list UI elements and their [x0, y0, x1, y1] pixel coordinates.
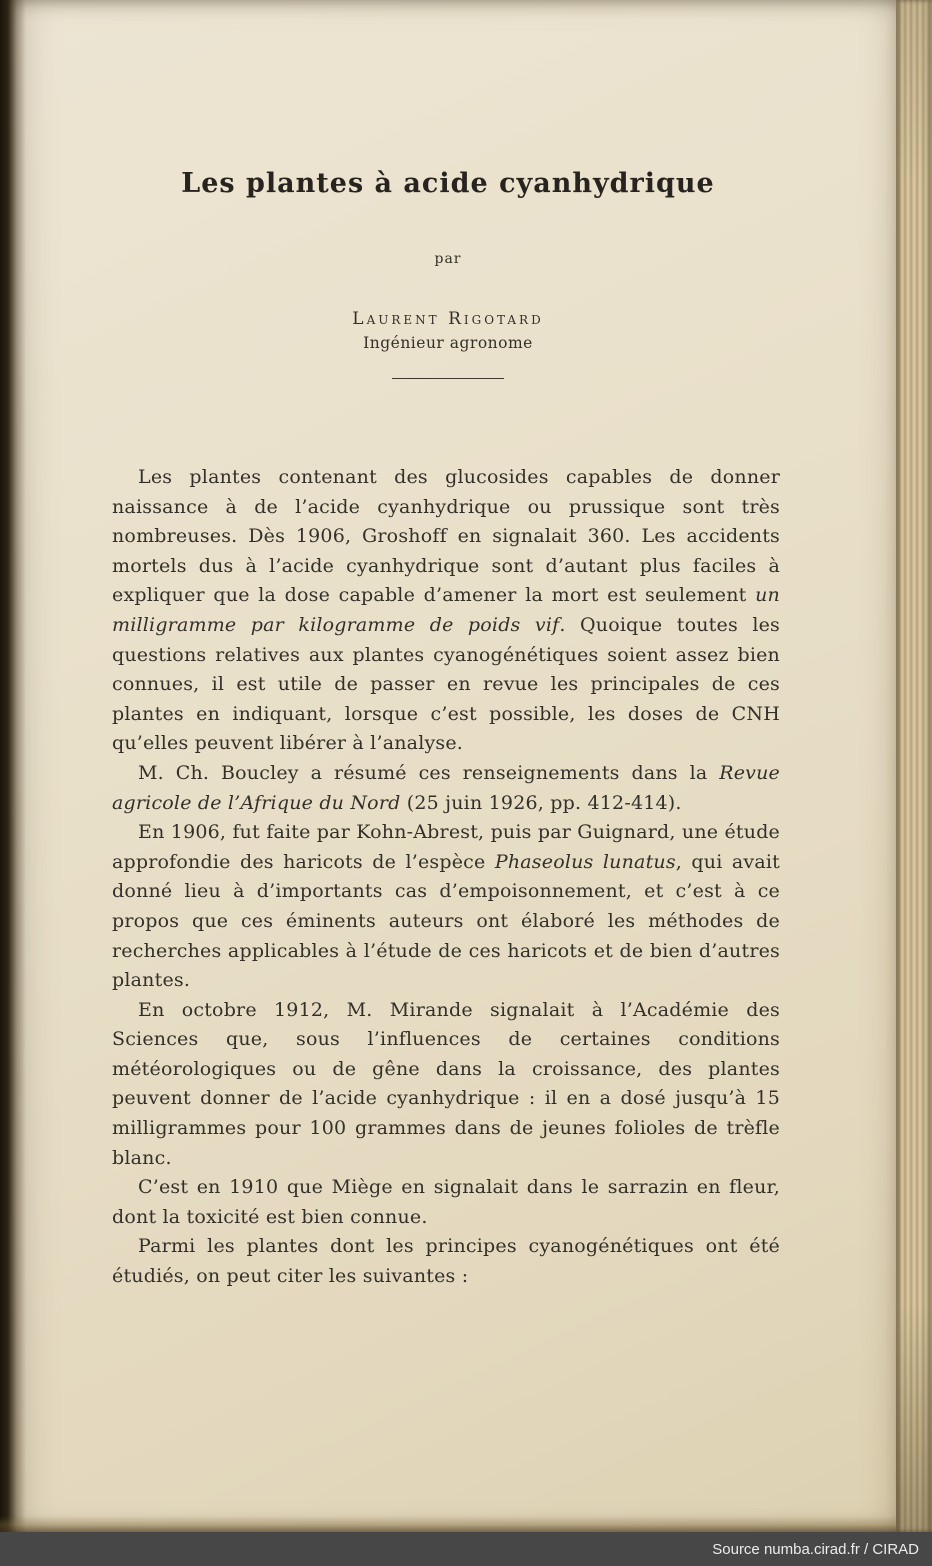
- divider-rule: [392, 378, 504, 379]
- body-text: [112, 463, 780, 1292]
- paragraph: [112, 818, 780, 996]
- source-attribution-bar: [0, 1532, 932, 1566]
- source-attribution-text: Source numba.cirad.fr / CIRAD: [712, 1540, 919, 1558]
- text-run: Les plantes contenant des glucosides capables de donner naissance à de l’acide cyanhydrique ou prussique sont très nombreuses. Dès 1906, Groshoff en signalait 360. Les accidents mortels dus à l’acide cyanhydrique sont d’autant plus faciles à expliquer que la dose capable d’amener la mort est seulement: [112, 466, 780, 607]
- page-bottom-edge: [0, 1516, 896, 1532]
- text-run: (25 juin 1926, pp. 412-414).: [400, 791, 682, 814]
- page-stack-edges: [896, 0, 932, 1532]
- paragraph: [112, 1173, 780, 1232]
- author-name: Laurent Rigotard: [352, 309, 544, 329]
- text-run: M. Ch. Boucley a résumé ces renseignements dans la: [138, 761, 720, 784]
- page-title: Les plantes à acide cyanhydrique: [181, 168, 715, 199]
- italic-text: Phaseolus lunatus: [494, 850, 676, 873]
- book-binding-shadow: [0, 0, 26, 1532]
- paragraph: [112, 463, 780, 759]
- italic-text: Revue agricole de l’Afrique du Nord: [112, 761, 780, 814]
- text-run: En 1906, fut faite par Kohn-Abrest, puis par Guignard, une étude approfondie des haricots de l’espèce: [112, 821, 780, 873]
- text-run: En octobre 1912, M. Mirande signalait à l’Académie des Sciences que, sous l’influences de certaines conditions météorologiques ou de gêne dans la croissance, des plantes peuvent donner de l’acide cyanhydrique : il en a dosé jusqu’à 15 milligrammes pour 100 grammes dans de jeunes folioles de trèfle blanc.: [112, 998, 780, 1169]
- byline: par: [434, 251, 462, 267]
- text-run: . Quoique toutes les questions relatives aux plantes cyanogénétiques soient assez bien connues, il est utile de passer en revue les principales de ces plantes en indiquant, lorsque c’est possible, les doses de CNH qu’elles peuvent libérer à l’analyse.: [112, 613, 780, 755]
- paragraph: [112, 759, 780, 818]
- paragraph: [112, 1232, 780, 1291]
- author-role: Ingénieur agronome: [363, 334, 533, 352]
- text-run: Parmi les plantes dont les principes cyanogénétiques ont été étudiés, on peut citer les suivantes :: [112, 1235, 780, 1288]
- italic-text: un milligramme par kilogramme de poids vif: [112, 584, 780, 636]
- text-run: , qui avait donné lieu à d’importants cas d’empoisonnement, et c’est à ce propos que ces éminents auteurs ont élaboré les méthodes de recherches applicables à l’étude de ces haricots et de bien d’autres plantes.: [112, 850, 780, 992]
- paragraph: [112, 996, 780, 1174]
- text-run: C’est en 1910 que Miège en signalait dans le sarrazin en fleur, dont la toxicité est bien connue.: [112, 1176, 780, 1228]
